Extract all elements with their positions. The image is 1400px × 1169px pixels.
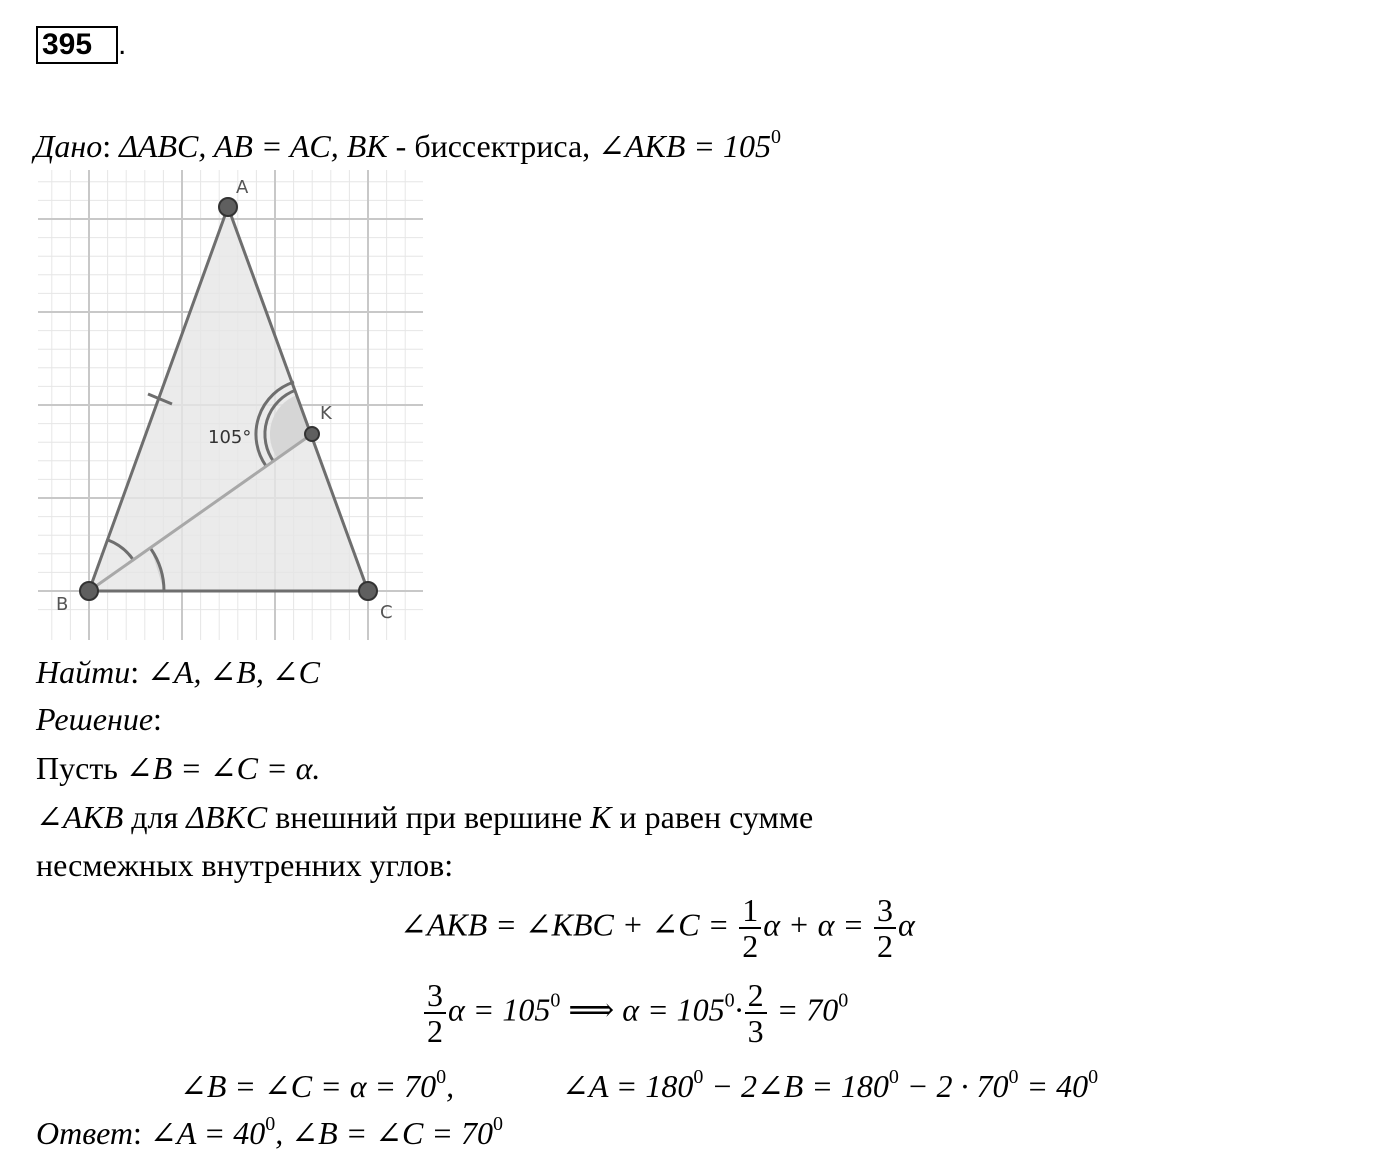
equation-1: ∠AKB = ∠KBC + ∠C = $\frac{1}{2}$ α + α = $\frac{3}{2}$ α xyxy=(400,892,915,964)
point-b xyxy=(80,582,98,600)
point-a xyxy=(219,198,237,216)
problem-number-dot: . xyxy=(118,28,127,61)
label-k: K xyxy=(320,403,332,424)
triangle-abc xyxy=(89,207,368,591)
triangle-diagram xyxy=(38,170,428,645)
solution-line-2: ∠AKB для ΔBKC внешний при вершине K и равен сумме xyxy=(36,799,814,835)
equation-3-left: ∠B = ∠C = $\alpha = 70^0$, xyxy=(180,1066,455,1104)
answer-label: Ответ xyxy=(36,1115,133,1151)
label-c: C xyxy=(380,602,393,623)
label-angle-105: 105° xyxy=(208,427,252,448)
label-b: B xyxy=(56,594,69,615)
equation-2: $\frac{3}{2}$ $\alpha = 105^0$ ⟹ $\alpha = 105^0\cdot$ $\frac{2}{3}$ = $70^0$ xyxy=(422,978,848,1048)
answer-line: Ответ: ∠A = $40^0$, ∠B = ∠C = $70^0$ xyxy=(36,1113,503,1151)
point-k xyxy=(305,427,319,441)
solution-line: Решение: xyxy=(36,701,162,737)
given-deg: 0 xyxy=(770,126,781,148)
find-line: Найти: ∠A, ∠B, ∠C xyxy=(36,654,320,690)
given-text: ΔABC, AB = AC, BK xyxy=(119,128,388,164)
solution-line-3: несмежных внутренних углов: xyxy=(36,847,454,883)
given-mid: - биссектриса, xyxy=(387,128,599,164)
point-c xyxy=(359,582,377,600)
equation-3-right: ∠A = $180^0$ − 2∠B = $180^0 - 2 \cdot 70^0 = 40^0$ xyxy=(562,1066,1099,1104)
solution-line-1 xyxy=(36,748,320,788)
find-label: Найти xyxy=(36,654,131,690)
given-angle: ∠AKB = 105 xyxy=(598,128,771,164)
problem-number: 395 xyxy=(36,26,118,64)
line1-word: Пусть xyxy=(36,750,126,786)
line1-math: ∠B = ∠C = α. xyxy=(125,750,321,786)
given-line: Дано: ΔABC, AB = AC, BK - биссектриса, ∠AKB = $105^0$ xyxy=(34,126,781,164)
solution-label: Решение xyxy=(36,701,154,737)
label-a: A xyxy=(236,177,249,198)
given-label: Дано xyxy=(34,128,103,164)
find-text: ∠A, ∠B, ∠C xyxy=(147,654,320,690)
